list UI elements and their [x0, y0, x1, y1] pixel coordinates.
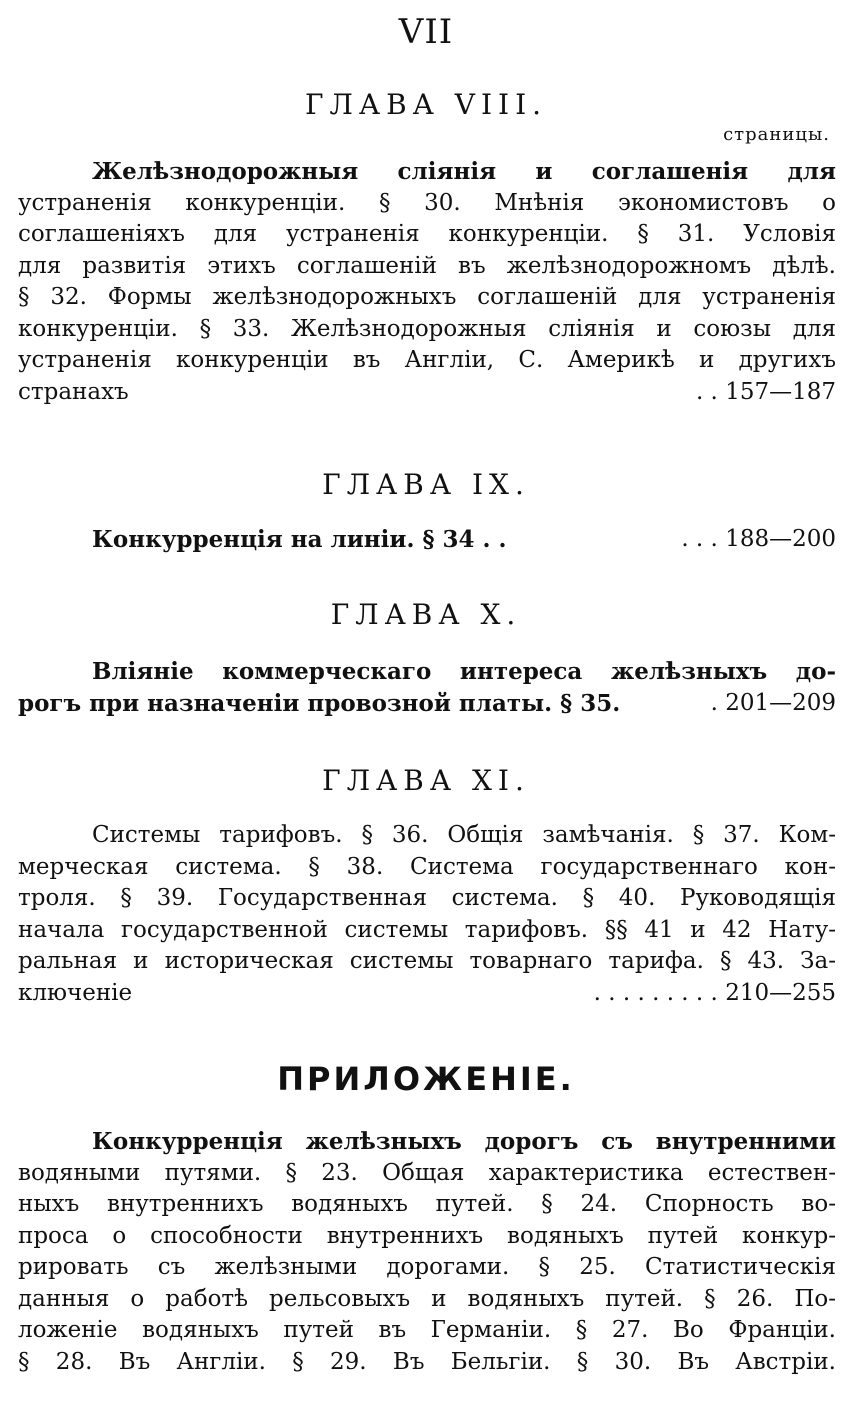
contents-line-last [18, 377, 836, 409]
dot-leader: . . . . . . . . . [593, 979, 718, 1006]
contents-line: начала государственной системы тарифовъ. §§ 41 и 42 Нату- [18, 916, 836, 943]
dot-leader: . . [695, 378, 718, 405]
chapter-10-title: ГЛАВА X. [330, 598, 522, 631]
page-range [711, 688, 836, 720]
contents-line-last [18, 524, 836, 556]
contents-line: устраненiя конкуренцiи въ Англiи, С. Америкѣ и другихъ [18, 347, 836, 373]
chapter-11-contents [18, 820, 836, 1009]
chapter-11-title: ГЛАВА XI. [322, 764, 530, 797]
chapter-8-contents [18, 156, 836, 408]
contents-line: Желѣзнодорожныя слiянiя и соглашенiя для [92, 158, 836, 185]
contents-line: ложенiе водяныхъ путей въ Германiи. § 27. Во Францiи. [18, 1317, 836, 1343]
dot-leader: . . . [681, 526, 718, 552]
contents-line-last [18, 978, 836, 1010]
chapter-10-contents [18, 656, 836, 719]
contents-line: § 28. Въ Англiи. § 29. Въ Бельгiи. § 30. Въ Австрiи. [18, 1348, 836, 1375]
page-range [681, 524, 836, 556]
contents-line-text: ключенiе [18, 979, 133, 1006]
contents-line: троля. § 39. Государственная система. § 40. Руководящiя [18, 885, 836, 911]
page-range-value: 201—209 [725, 689, 836, 716]
dot-leader: . [710, 689, 718, 716]
page-range [696, 377, 836, 409]
contents-line: ральная и историческая системы товарнаго тарифа. § 43. За- [18, 948, 836, 974]
contents-line: для развитiя этихъ соглашенiй въ желѣзнодорожномъ дѣлѣ. [18, 252, 836, 279]
contents-line-last [18, 688, 836, 720]
contents-line-text: Конкурренцiя на линiи. § 34 . . [92, 526, 507, 553]
chapter-9-title: ГЛАВА IX. [322, 468, 530, 501]
contents-line: Системы тарифовъ. § 36. Общiя замѣчанiя. § 37. Ком- [92, 822, 836, 848]
contents-line: проса о способности внутреннихъ водяныхъ путей конкур- [18, 1222, 836, 1249]
page-number: VII [398, 12, 454, 52]
contents-line-text: странахъ [18, 378, 129, 405]
pages-column-label: страницы. [723, 124, 830, 145]
appendix-contents [18, 1126, 836, 1378]
contents-line: мерческая система. § 38. Система государственнаго кон- [18, 853, 836, 880]
contents-line: Влiянiе коммерческаго интереса желѣзныхъ до- [92, 658, 836, 685]
chapter-8-title: ГЛАВА VIII. [304, 88, 548, 121]
appendix-title: ПРИЛОЖЕНIЕ. [277, 1060, 575, 1098]
contents-line: конкуренцiи. § 33. Желѣзнодорожныя слiянiя и союзы для [18, 315, 836, 342]
contents-line: ныхъ внутреннихъ водяныхъ путей. § 24. Спорность во- [18, 1191, 836, 1217]
page-range-value: 188—200 [725, 526, 836, 552]
contents-line: рировать съ желѣзными дорогами. § 25. Статистическiя [18, 1254, 836, 1280]
page-range-value: 210—255 [725, 979, 836, 1006]
contents-line: данныя о работѣ рельсовыхъ и водяныхъ путей. § 26. По- [18, 1285, 836, 1312]
contents-line: устраненiя конкуренцiи. § 30. Мнѣнiя экономистовъ о [18, 189, 836, 216]
page-range-value: 157—187 [725, 378, 836, 405]
page-range [594, 978, 836, 1010]
contents-line-text: рогъ при назначенiи провозной платы. § 35. [18, 689, 621, 717]
contents-line: водяными путями. § 23. Общая характеристика естествен- [18, 1159, 836, 1186]
contents-line: соглашенiяхъ для устраненiя конкуренцiи. § 31. Условiя [18, 221, 836, 247]
chapter-9-contents [18, 524, 836, 556]
contents-line: Конкурренцiя желѣзныхъ дорогъ съ внутренними [92, 1128, 836, 1155]
contents-line: § 32. Формы желѣзнодорожныхъ соглашенiй для устраненiя [18, 284, 836, 310]
